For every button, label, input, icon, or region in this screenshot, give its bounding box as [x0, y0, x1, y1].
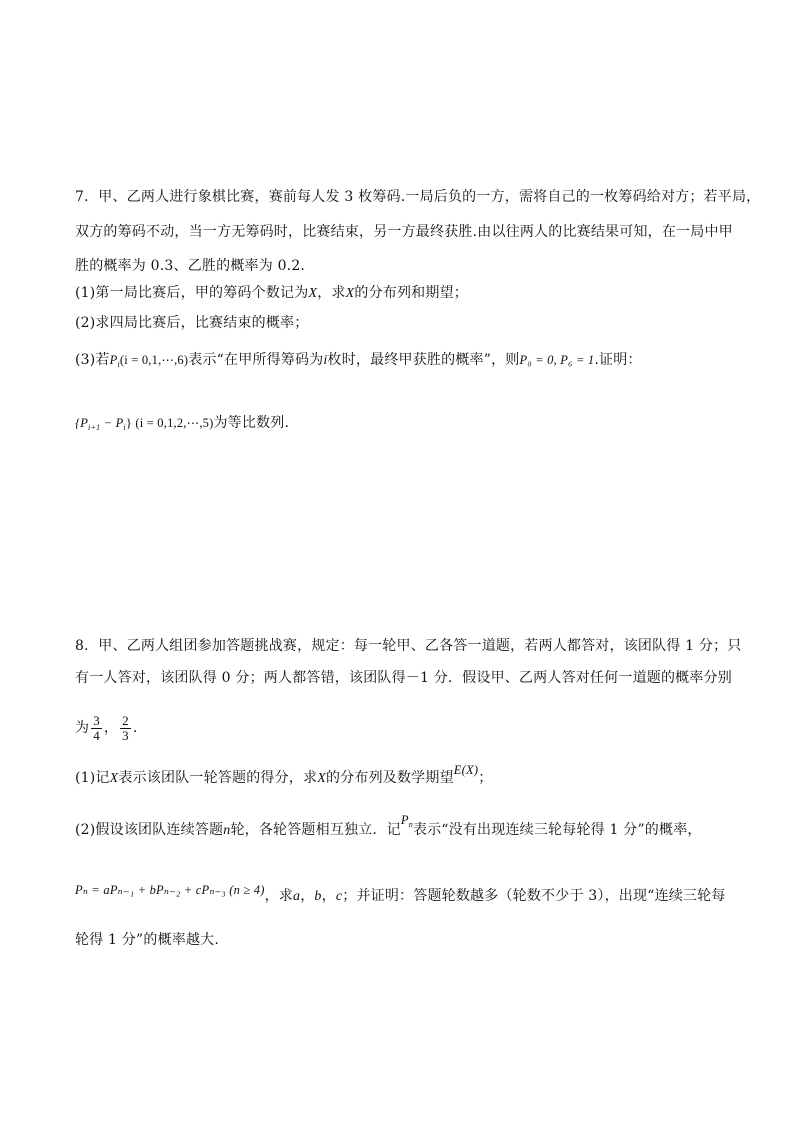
q8-part-2-cont: [75, 883, 726, 907]
formula-pi-range: $P_i(i$ = 0,1,⋯,6): [109, 353, 189, 369]
q7-part1-text-c: 的分布列和期望；: [354, 285, 468, 301]
q8-part2-text-d: ，求: [264, 888, 294, 904]
q8-part-1: [75, 763, 493, 789]
q8-part-2-end: 轮得 1 分”的概率越大.: [75, 932, 220, 948]
q8-part1-text-a: (1)记: [75, 770, 110, 786]
q8-part2-text-a: (2)假设该团队连续答题: [75, 822, 224, 838]
formula-recurrence: Pₙ = aPₙ₋₁ + bPₙ₋₂ + cPₙ₋₃ (n ≥ 4): [75, 883, 265, 897]
formula-expectation: E(X): [453, 763, 479, 777]
q7-part-3: [75, 350, 642, 375]
q7-part-2: (2)求四局比赛后，比赛结束的概率；: [75, 315, 309, 331]
comma: ，: [321, 888, 336, 904]
var-X: X: [308, 286, 318, 301]
q8-separator: ，: [103, 720, 119, 736]
q7-part1-text-a: (1)第一局比赛后，甲的筹码个数记为: [75, 285, 309, 301]
q8-part-2: [75, 813, 702, 845]
q7-part3-text-b: 表示“在甲所得筹码为: [188, 352, 324, 368]
q8-line-2: 有一人答对，该团队得 0 分；两人都答错，该团队得－1 分．假设甲、乙两人答对任何一道题的概率分别: [75, 670, 732, 686]
q8-part1-text-b: 表示该团队一轮答题的得分，求: [118, 770, 318, 786]
var-n: n: [223, 823, 231, 838]
q8-line3-end: .: [132, 720, 138, 736]
q7-part-3-cont: [75, 413, 289, 438]
q8-part2-text-b: 轮，各轮答题相互独立．记: [230, 822, 401, 838]
q8-part2-text-e: ；并证明：答题轮数越多（轮数不少于 3），出现“连续三轮每: [342, 888, 726, 904]
q7-line-3: 胜的概率为 0.3、乙胜的概率为 0.2.: [75, 258, 306, 274]
var-a: a: [293, 889, 301, 904]
q8-line3-text-a: 为: [75, 720, 90, 736]
var-X: X: [345, 286, 355, 301]
q7-part3-text-a: (3)若: [75, 352, 110, 368]
q7-line-1: 7．甲、乙两人进行象棋比赛，赛前每人发 3 枚筹码.一局后负的一方，需将自己的一枚筹码给对方；若平局，: [75, 189, 761, 205]
q8-part2-text-c: 表示“没有出现连续三轮每轮得 1 分”的概率，: [412, 822, 702, 838]
formula-difference-sequence: $\{P_{i+1} - P_i\} (i$ = 0,1,2,⋯,5): [75, 416, 214, 432]
q8-line-1: 8．甲、乙两人组团参加答题挑战赛，规定：每一轮甲、乙各答一道题，若两人都答对，该团队得 1 分；只: [75, 638, 742, 654]
q8-part1-text-c: 的分布列及数学期望: [325, 770, 454, 786]
formula-pn: $P_n$: [400, 813, 413, 829]
fraction-two-thirds: $\frac{2}{3}$: [122, 712, 129, 743]
q7-part1-text-b: ，求: [317, 285, 346, 301]
comma: ，: [300, 888, 315, 904]
var-X: X: [109, 771, 119, 786]
formula-p0-p6: P₀ = 0, P₆ = 1: [519, 353, 595, 367]
q8-part1-text-d: ；: [478, 770, 493, 786]
q7-part3-text-c: 枚时，最终甲获胜的概率”，则: [327, 352, 520, 368]
var-i: i: [323, 353, 328, 368]
var-c: c: [335, 889, 343, 904]
fraction-three-quarters: $\frac{3}{4}$: [93, 712, 100, 743]
q7-part-1: [75, 283, 468, 304]
var-b: b: [314, 889, 322, 904]
q7-line-2: 双方的筹码不动，当一方无筹码时，比赛结束，另一方最终获胜.由以往两人的比赛结果可知，在一局中甲: [75, 224, 733, 240]
q8-line-3: [75, 712, 137, 744]
q7-part3-text-e: 为等比数列.: [213, 415, 290, 431]
q7-part3-text-d: .证明：: [594, 352, 642, 368]
var-X: X: [317, 771, 326, 786]
